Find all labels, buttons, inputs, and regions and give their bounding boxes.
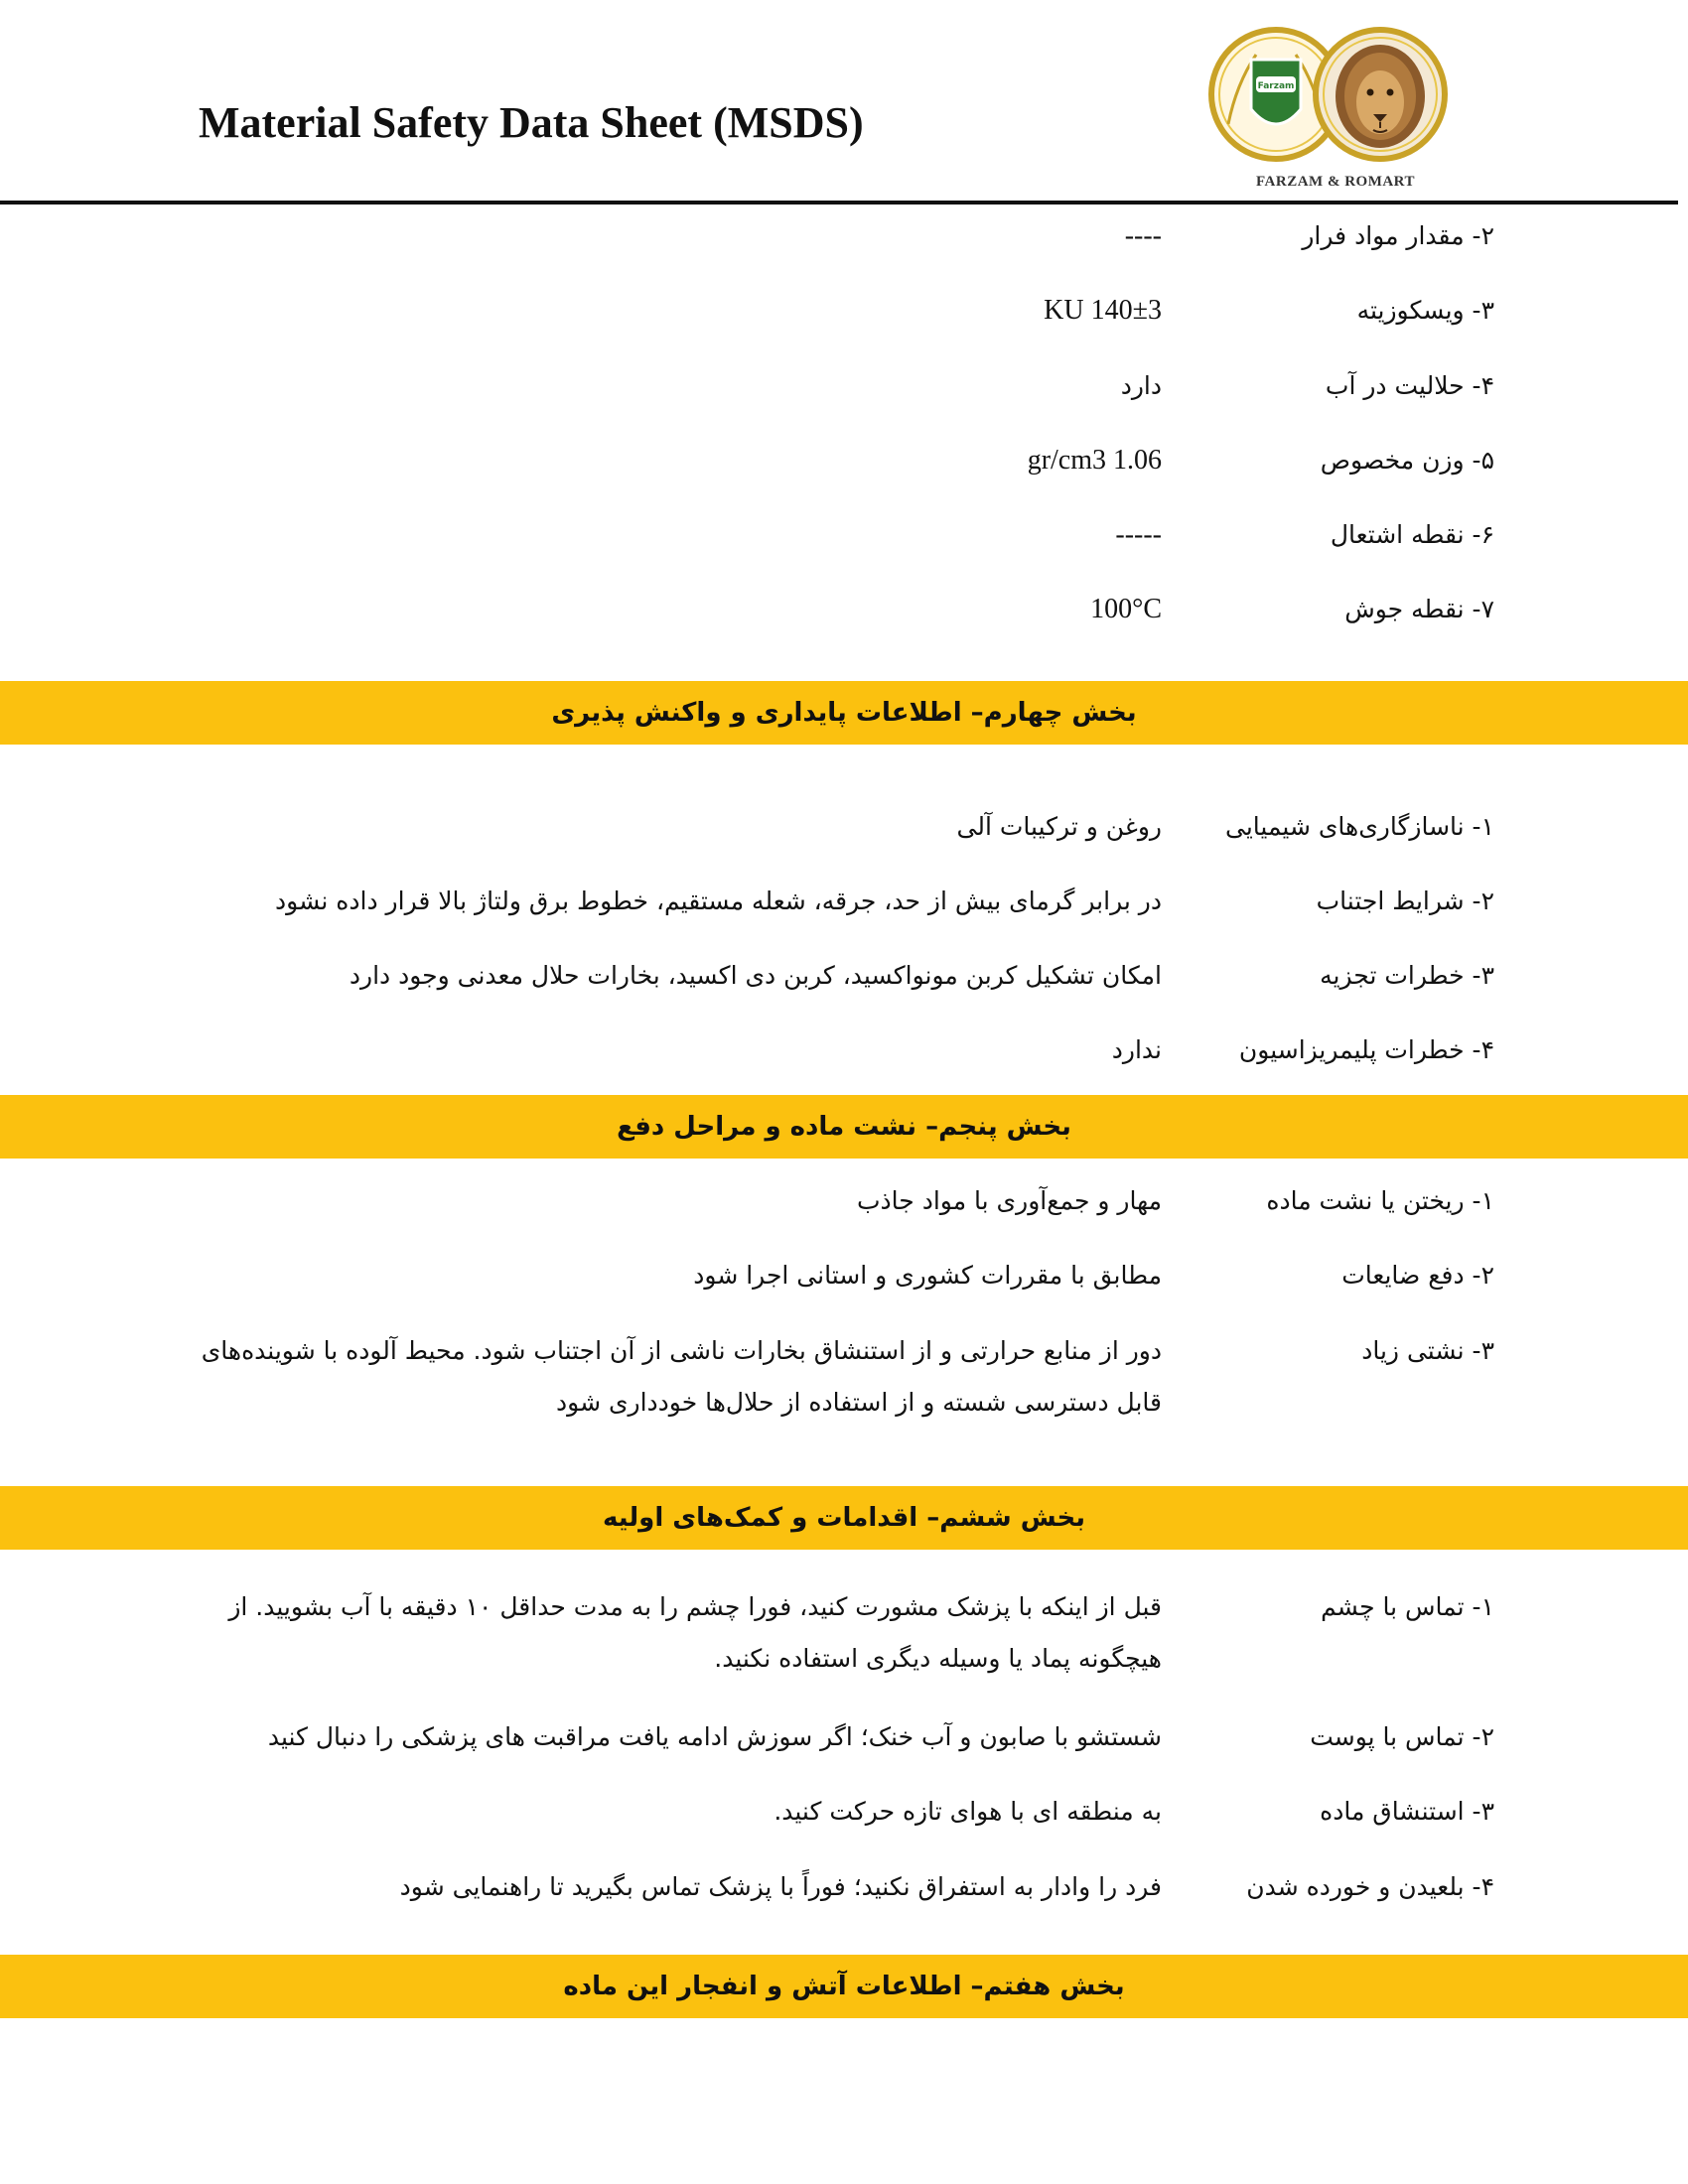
firstaid-value: قبل از اینکه با پزشک مشورت کنید، فورا چشم را به مدت حداقل ۱۰ دقیقه با آب بشویید. از هیچگونه پماد یا وسیله دیگری استفاده نکنید.: [228, 1592, 1162, 1673]
release-row: [0, 1246, 1688, 1305]
stability-row: [0, 797, 1688, 857]
firstaid-value: شستشو با صابون و آب خنک؛ اگر سوزش ادامه یافت مراقبت های پزشکی را دنبال کنید: [267, 1722, 1162, 1751]
section6-heading: بخش ششم– اقدامات و کمک‌های اولیه: [0, 1486, 1688, 1550]
firstaid-row: [0, 1577, 1688, 1687]
firstaid-value: به منطقه ای با هوای تازه حرکت کنید.: [774, 1797, 1162, 1826]
firstaid-row: [0, 1782, 1688, 1842]
release-value: دور از منابع حرارتی و از استنشاق بخارات ناشی از آن اجتناب شود. محیط آلوده با شوینده‌های قابل دسترسی شسته و از استفاده از حلال‌ها خودداری شود: [201, 1336, 1162, 1417]
property-row: [0, 580, 1688, 639]
firstaid-label: ۴- بلعیدن و خورده شدن: [1246, 1872, 1494, 1901]
property-value: 1.06 gr/cm3: [1027, 445, 1162, 476]
release-value: مهار و جمع‌آوری با مواد جاذب: [857, 1186, 1162, 1215]
property-row: [0, 281, 1688, 341]
property-label: ۳- ویسکوزیته: [1356, 296, 1494, 325]
stability-value: ندارد: [1111, 1035, 1162, 1064]
release-label: ۲- دفع ضایعات: [1341, 1261, 1494, 1290]
property-label: ۲- مقدار مواد فرار: [1302, 221, 1494, 250]
firstaid-row: [0, 1707, 1688, 1767]
property-row: [0, 431, 1688, 490]
property-value: -----: [1115, 519, 1162, 550]
stability-row: [0, 872, 1688, 931]
section4-heading: بخش چهارم– اطلاعات پایداری و واکنش پذیری: [0, 681, 1688, 745]
section5-heading: بخش پنجم– نشت ماده و مراحل دفع: [0, 1095, 1688, 1159]
release-row: [0, 1321, 1688, 1431]
property-value: دارد: [1120, 371, 1162, 400]
firstaid-label: ۱- تماس با چشم: [1321, 1592, 1494, 1621]
stability-label: ۳- خطرات تجزیه: [1320, 961, 1494, 990]
property-row: [0, 505, 1688, 565]
property-row: [0, 206, 1688, 266]
header-divider: [0, 201, 1678, 205]
firstaid-label: ۳- استنشاق ماده: [1320, 1797, 1494, 1826]
release-label: ۳- نشتی زیاد: [1361, 1336, 1494, 1365]
property-label: ۴- حلالیت در آب: [1325, 371, 1494, 400]
document-title: Material Safety Data Sheet (MSDS): [199, 98, 864, 147]
property-label: ۵- وزن مخصوص: [1320, 446, 1494, 475]
stability-label: ۲- شرایط اجتناب: [1316, 887, 1494, 915]
release-row: [0, 1171, 1688, 1231]
stability-label: ۱- ناسازگاری‌های شیمیایی: [1225, 812, 1494, 841]
section7-heading: بخش هفتم– اطلاعات آتش و انفجار این ماده: [0, 1955, 1688, 2018]
property-value: 100°C: [1090, 594, 1162, 624]
property-value: 140±3 KU: [1044, 295, 1162, 326]
release-label: ۱- ریختن یا نشت ماده: [1266, 1186, 1494, 1215]
stability-value: روغن و ترکیبات آلی: [956, 812, 1162, 841]
firstaid-value: فرد را وادار به استفراق نکنید؛ فوراً با پزشک تماس بگیرید تا راهنمایی شود: [399, 1872, 1162, 1901]
firstaid-label: ۲- تماس با پوست: [1310, 1722, 1494, 1751]
property-value: ----: [1124, 220, 1162, 251]
stability-value: در برابر گرمای بیش از حد، جرقه، شعله مستقیم، خطوط برق ولتاژ بالا قرار داده نشود: [275, 887, 1162, 915]
release-value: مطابق با مقررات کشوری و استانی اجرا شود: [693, 1261, 1162, 1290]
property-label: ۷- نقطه جوش: [1344, 595, 1494, 623]
firstaid-row: [0, 1857, 1688, 1917]
logo-caption: FARZAM & ROMART: [1255, 174, 1415, 190]
stability-row: [0, 1021, 1688, 1080]
logo-badge-text: Farzam: [1257, 81, 1295, 91]
stability-value: امکان تشکیل کربن مونواکسید، کربن دی اکسید، بخارات حلال معدنی وجود دارد: [349, 961, 1162, 990]
stability-label: ۴- خطرات پلیمریزاسیون: [1238, 1035, 1494, 1064]
stability-row: [0, 946, 1688, 1006]
property-row: [0, 356, 1688, 416]
page-header: [0, 0, 1688, 208]
property-label: ۶- نقطه اشتعال: [1330, 520, 1494, 549]
